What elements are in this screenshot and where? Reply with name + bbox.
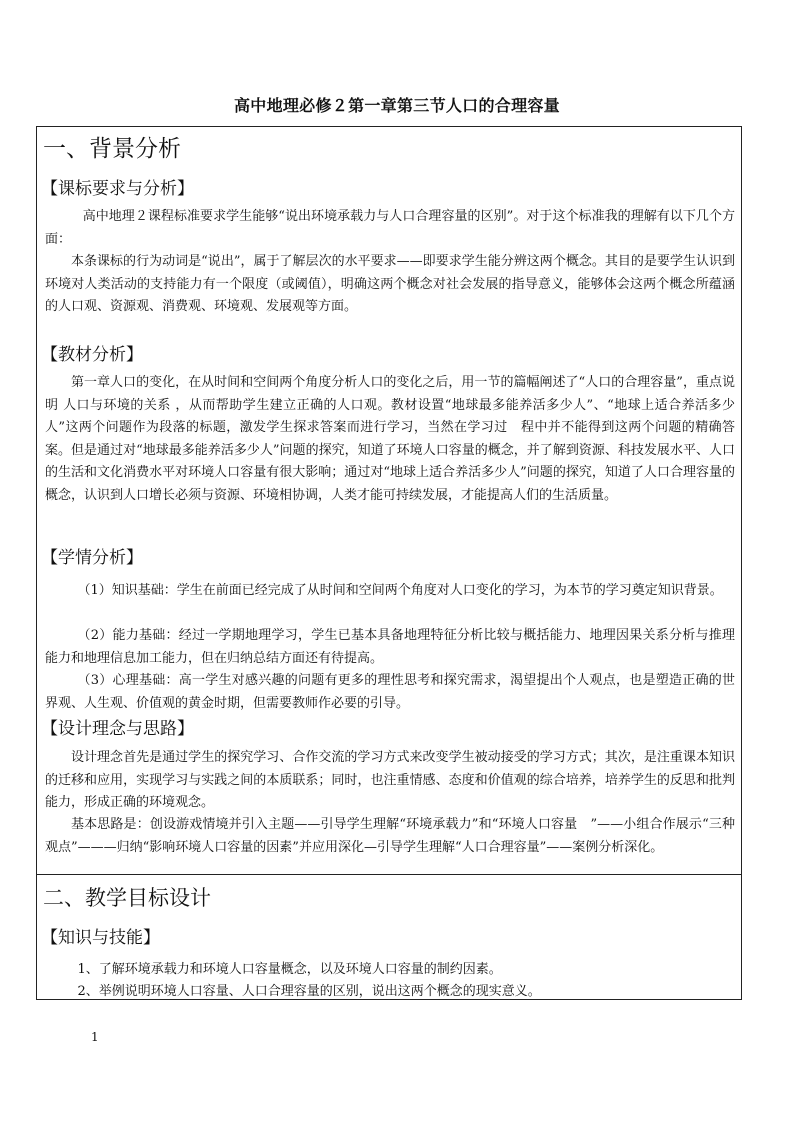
learners-paragraph-3: （3）心理基础：高一学生对感兴趣的问题有更多的理性思考和探究需求，渴望提出个人观点，也是塑造正确的世界观、人生观、价值观的黄金时期，但需要教师作必要的引导。: [45, 673, 735, 711]
design-paragraph-2: 基本思路是：创设游戏情境并引入主题——引导学生理解“环境承载力”和“环境人口容量 ”——小组合作展示“三种观点”———归纳“影响环境人口容量的因素”并应用深化—引导学生理解“人口合理容量”——案例分析深化。: [45, 817, 735, 855]
teaching-objectives-cell: [36, 875, 742, 1000]
subheading-curriculum: 【课标要求与分析】: [41, 179, 194, 199]
objective-item: 1、了解环境承载力和环境人口容量概念，以及环境人口容量的制约因素。: [77, 962, 502, 977]
design-paragraph-1: 设计理念首先是通过学生的探究学习、合作交流的学习方式来改变学生被动接受的学习方式；其次，是注重课本知识的迁移和应用，实现学习与实践之间的本质联系；同时，也注重情感、态度和价值观的综合培养，培养学生的反思和批判能力，形成正确的环境观念。: [45, 750, 735, 810]
objective-item: 2、举例说明环境人口容量、人口合理容量的区别，说出这两个概念的现实意义。: [77, 984, 541, 999]
curriculum-paragraph-2: 本条课标的行为动词是“说出”，属于了解层次的水平要求——即要求学生能分辨这两个概念。其目的是要学生认识到环境对人类活动的支持能力有一个限度（或阈值），明确这两个概念对社会发展的指导意义，能够体会这两个概念所蕴涵的人口观、资源观、消费观、环境观、发展观等方面。: [45, 254, 735, 314]
subheading-knowledge-skills: 【知识与技能】: [41, 928, 160, 948]
subheading-design: 【设计理念与思路】: [41, 719, 194, 739]
section-heading-objectives: 二、教学目标设计: [43, 886, 211, 910]
subheading-textbook: 【教材分析】: [41, 345, 143, 365]
curriculum-paragraph-1: 高中地理２课程标准要求学生能够“说出环境承载力与人口合理容量的区别”。对于这个标准我的理解有以下几个方面：: [45, 209, 735, 247]
textbook-paragraph: 第一章人口的变化，在从时间和空间两个角度分析人口的变化之后，用一节的篇幅阐述了“人口的合理容量”，重点说明 人口与环境的关系 ，从而帮助学生建立正确的人口观。教材设置“地球最多能养活多少人”、“地球上适合养活多少人”这两个问题作为段落的标题，激发学生探求答案而进行学习，当然在学习过 程中并不能得到这两个问题的精确答案。但是通过对“地球最多能养活多少人”问题的探究，知道了环境人口容量的概念，并了解到资源、科技发展水平、人口的生活和文化消费水平对环境人口容量有很大影响；通过对“地球上适合养活多少人”问题的探究，知道了人口合理容量的概念，认识到人口增长必须与资源、环境相协调，人类才能可持续发展，才能提高人们的生活质量。: [45, 375, 735, 503]
section-heading-background: 一、背景分析: [43, 136, 181, 162]
document-title: 高中地理必修２第一章第三节人口的合理容量: [233, 96, 560, 115]
page-number: 1: [91, 1030, 99, 1044]
learners-paragraph-1: （1）知识基础：学生在前面已经完成了从时间和空间两个角度对人口变化的学习，为本节的学习奠定知识背景。: [77, 583, 723, 598]
learners-paragraph-2: （2）能力基础：经过一学期地理学习，学生已基本具备地理特征分析比较与概括能力、地理因果关系分析与推理能力和地理信息加工能力，但在归纳总结方面还有待提高。: [45, 628, 735, 666]
subheading-learners: 【学情分析】: [41, 548, 143, 568]
background-analysis-cell: [36, 126, 742, 875]
